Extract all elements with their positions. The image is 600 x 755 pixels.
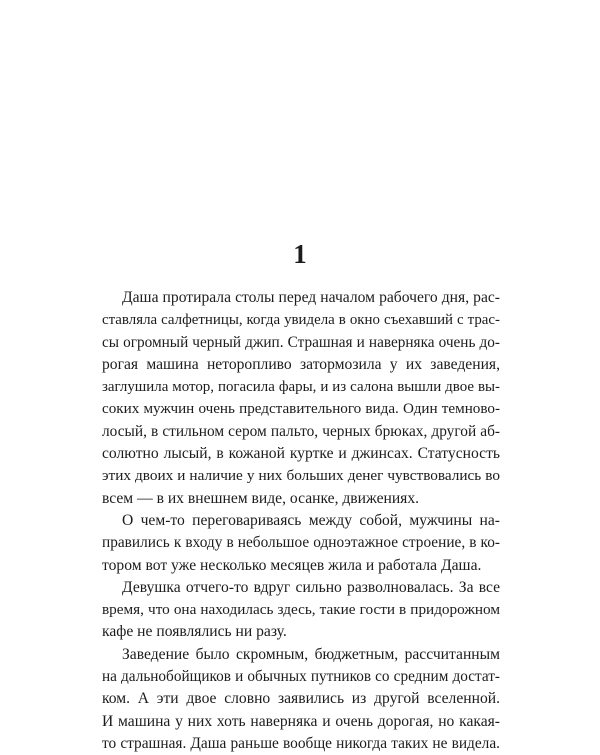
text-line: Девушка отчего-то вдруг сильно разволновалась. За все (122, 578, 500, 596)
text-line: этих двоих и наличие у них больших денег чувствовались во (102, 467, 500, 485)
paragraph (102, 287, 500, 510)
text-line: то страшная. Даша раньше вообще никогда таких не видела. (102, 734, 500, 752)
text-line: рогая машина неторопливо затормозила у их заведения, (102, 355, 500, 373)
text-line: солютно лысый, в кожаной куртке и джинсах. Статусность (102, 445, 500, 463)
paragraph (102, 644, 500, 755)
text-line: соких мужчин очень представительного вида. Один темново- (102, 401, 500, 418)
text-line: Заведение было скромным, бюджетным, рассчитанным (122, 645, 500, 663)
text-line: Даша протирала столы перед началом рабочего дня, рас- (122, 289, 500, 306)
text-line: сы огромный черный джип. Страшная и наверняка очень до- (102, 333, 500, 351)
text-line: И машина у них хоть наверняка и очень дорогая, но какая- (102, 712, 500, 730)
text-line: О чем-то переговариваясь между собой, мужчины на- (122, 511, 500, 529)
text-line: правились к входу в небольшое одноэтажное строение, в ко- (102, 534, 500, 552)
text-line: кафе не появлялись ни разу. (102, 623, 287, 641)
text-line: ком. А эти двое словно заявились из другой вселенной. (102, 690, 500, 708)
text-line: тором вот уже несколько месяцев жила и работала Даша. (102, 556, 482, 574)
chapter-text (102, 287, 500, 755)
text-line: лосый, в стильном сером пальто, черных брюках, другой аб- (102, 422, 500, 440)
text-line: время, что она находилась здесь, такие гости в придорожном (102, 601, 500, 619)
text-line: заглушила мотор, погасила фары, и из салона вышли двое вы- (102, 379, 500, 396)
text-line: всем — в их внешнем виде, осанке, движениях. (102, 489, 420, 507)
text-line: на дальнобойщиков и обычных путников со средним достат- (102, 668, 500, 686)
paragraph (102, 510, 500, 577)
chapter-number: 1 (293, 239, 307, 269)
text-line: ставляла салфетницы, когда увидела в окно съехавший с трас- (102, 312, 500, 329)
paragraph (102, 577, 500, 644)
